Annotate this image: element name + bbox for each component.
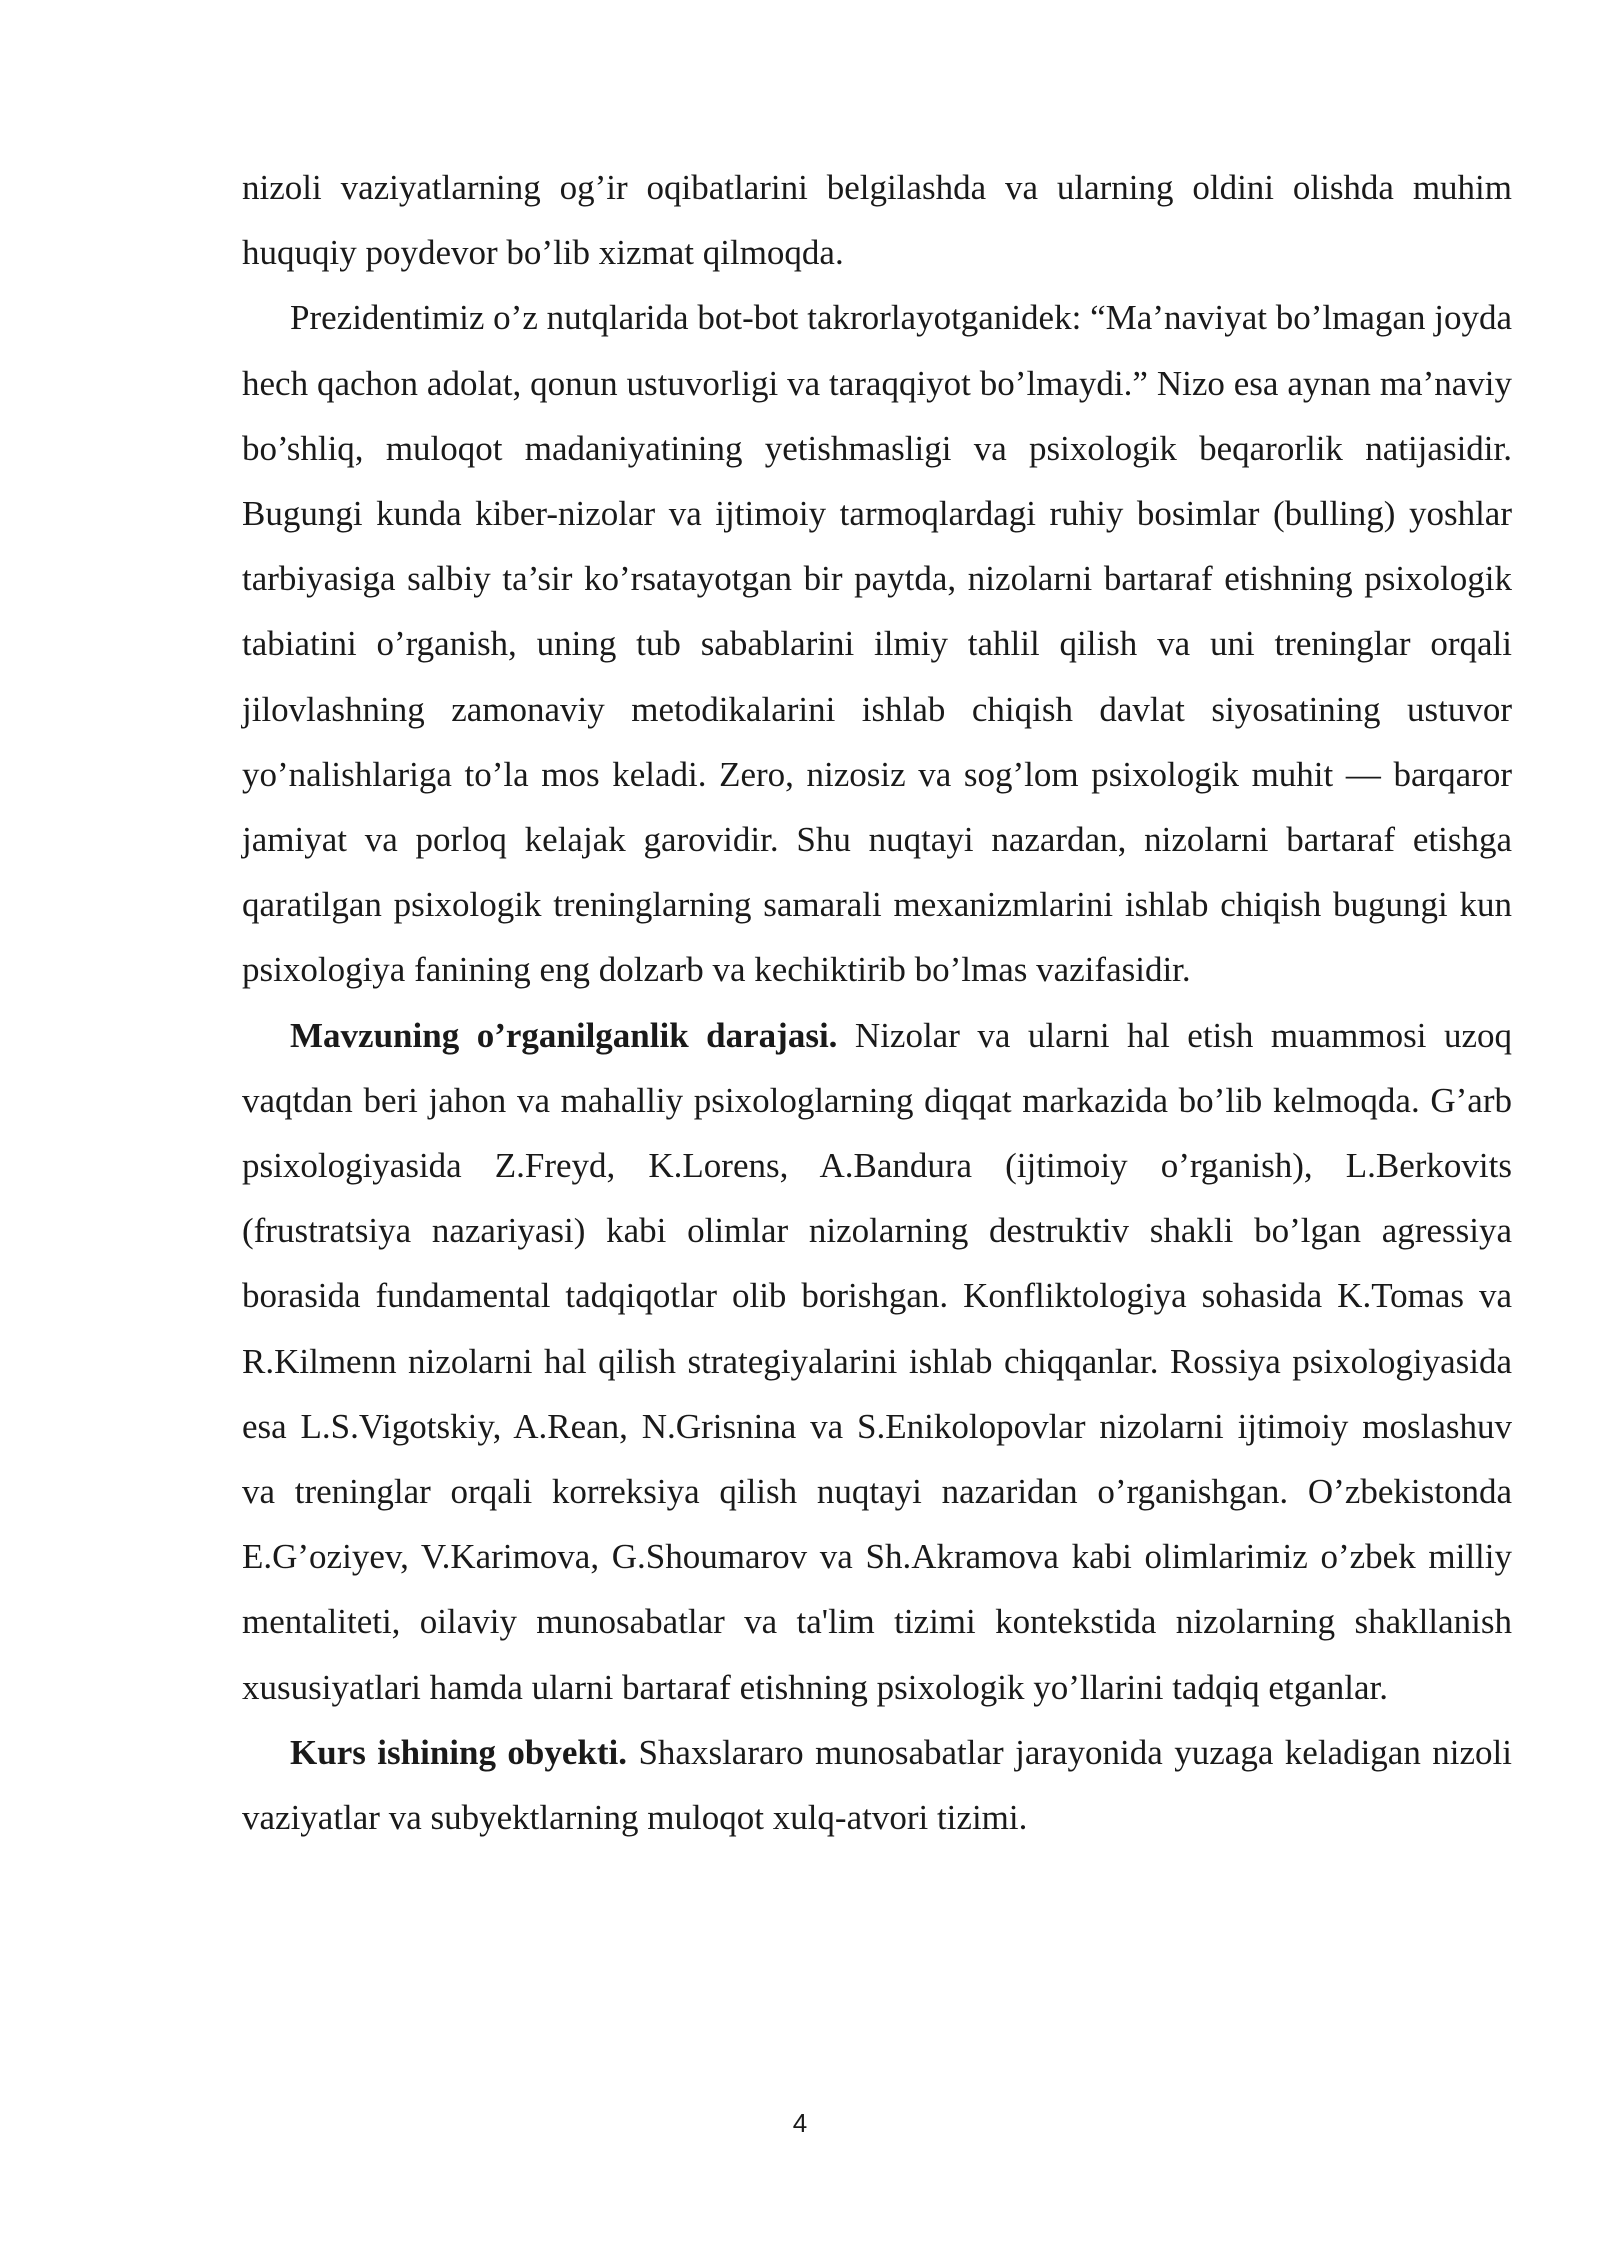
paragraph-research-level [242, 1003, 1512, 1720]
paragraph-course-object [242, 1720, 1512, 1850]
paragraph-text: Prezidentimiz o’z nutqlarida bot-bot takrorlayotganidek: “Ma’naviyat bo’lmagan joyda hech qachon adolat, qonun ustuvorligi va taraqqiyot bo’lmaydi.” Nizo esa aynan ma’naviy bo’shliq, muloqot madaniyatining yetishmasligi va psixologik beqarorlik natijasidir. Bugungi kunda kiber-nizolar va ijtimoiy tarmoqlardagi ruhiy bosimlar (bulling) yoshlar tarbiyasiga salbiy ta’sir ko’rsatayotgan bir paytda, nizolarni bartaraf etishning psixologik tabiatini o’rganish, uning tub sabablarini ilmiy tahlil qilish va uni treninglar orqali jilovlashning zamonaviy metodikalarini ishlab chiqish davlat siyosatining ustuvor yo’nalishlariga to’la mos keladi. Zero, nizosiz va sog’lom psixologik muhit — barqaror jamiyat va porloq kelajak garovidir. Shu nuqtayi nazardan, nizolarni bartaraf etishga qaratilgan psixologik treninglarning samarali mexanizmlarini ishlab chiqish bugungi kun psixologiya fanining eng dolzarb va kechiktirib bo’lmas vazifasidir. [242, 298, 1512, 990]
paragraph-heading: Mavzuning o’rganilganlik darajasi. [290, 1015, 838, 1055]
page-number: 4 [792, 2108, 808, 2138]
body-text [242, 155, 1512, 1850]
paragraph-text: Shaxslararo munosabatlar jarayonida yuzaga keladigan nizoli vaziyatlar va subyektlarning muloqot xulq-atvori tizimi. [242, 1732, 1512, 1838]
paragraph-heading: Kurs ishining obyekti. [290, 1732, 628, 1772]
paragraph-president-quote [242, 285, 1512, 1002]
paragraph-text: Nizolar va ularni hal etish muammosi uzoq vaqtdan beri jahon va mahalliy psixologlarning diqqat markazida bo’lib kelmoqda. G’arb psixologiyasida Z.Freyd, K.Lorens, A.Bandura (ijtimoiy o’rganish), L.Berkovits (frustratsiya nazariyasi) kabi olimlar nizolarning destruktiv shakli bo’lgan agressiya borasida fundamental tadqiqotlar olib borishgan. Konfliktologiya sohasida K.Tomas va R.Kilmenn nizolarni hal qilish strategiyalarini ishlab chiqqanlar. Rossiya psixologiyasida esa L.S.Vigotskiy, A.Rean, N.Grisnina va S.Enikolopovlar nizolarni ijtimoiy moslashuv va treninglar orqali korreksiya qilish nuqtayi nazaridan o’rganishgan. O’zbekistonda E.G’oziyev, V.Karimova, G.Shoumarov va Sh.Akramova kabi olimlarimiz o’zbek milliy mentaliteti, oilaviy munosabatlar va ta'lim tizimi kontekstida nizolarning shakllanish xususiyatlari hamda ularni bartaraf etishning psixologik yo’llarini tadqiq etganlar. [242, 1015, 1512, 1707]
paragraph-continuation [242, 155, 1512, 285]
paragraph-text: nizoli vaziyatlarning og’ir oqibatlarini belgilashda va ularning oldini olishda muhim huquqiy poydevor bo’lib xizmat qilmoqda. [242, 168, 1512, 273]
